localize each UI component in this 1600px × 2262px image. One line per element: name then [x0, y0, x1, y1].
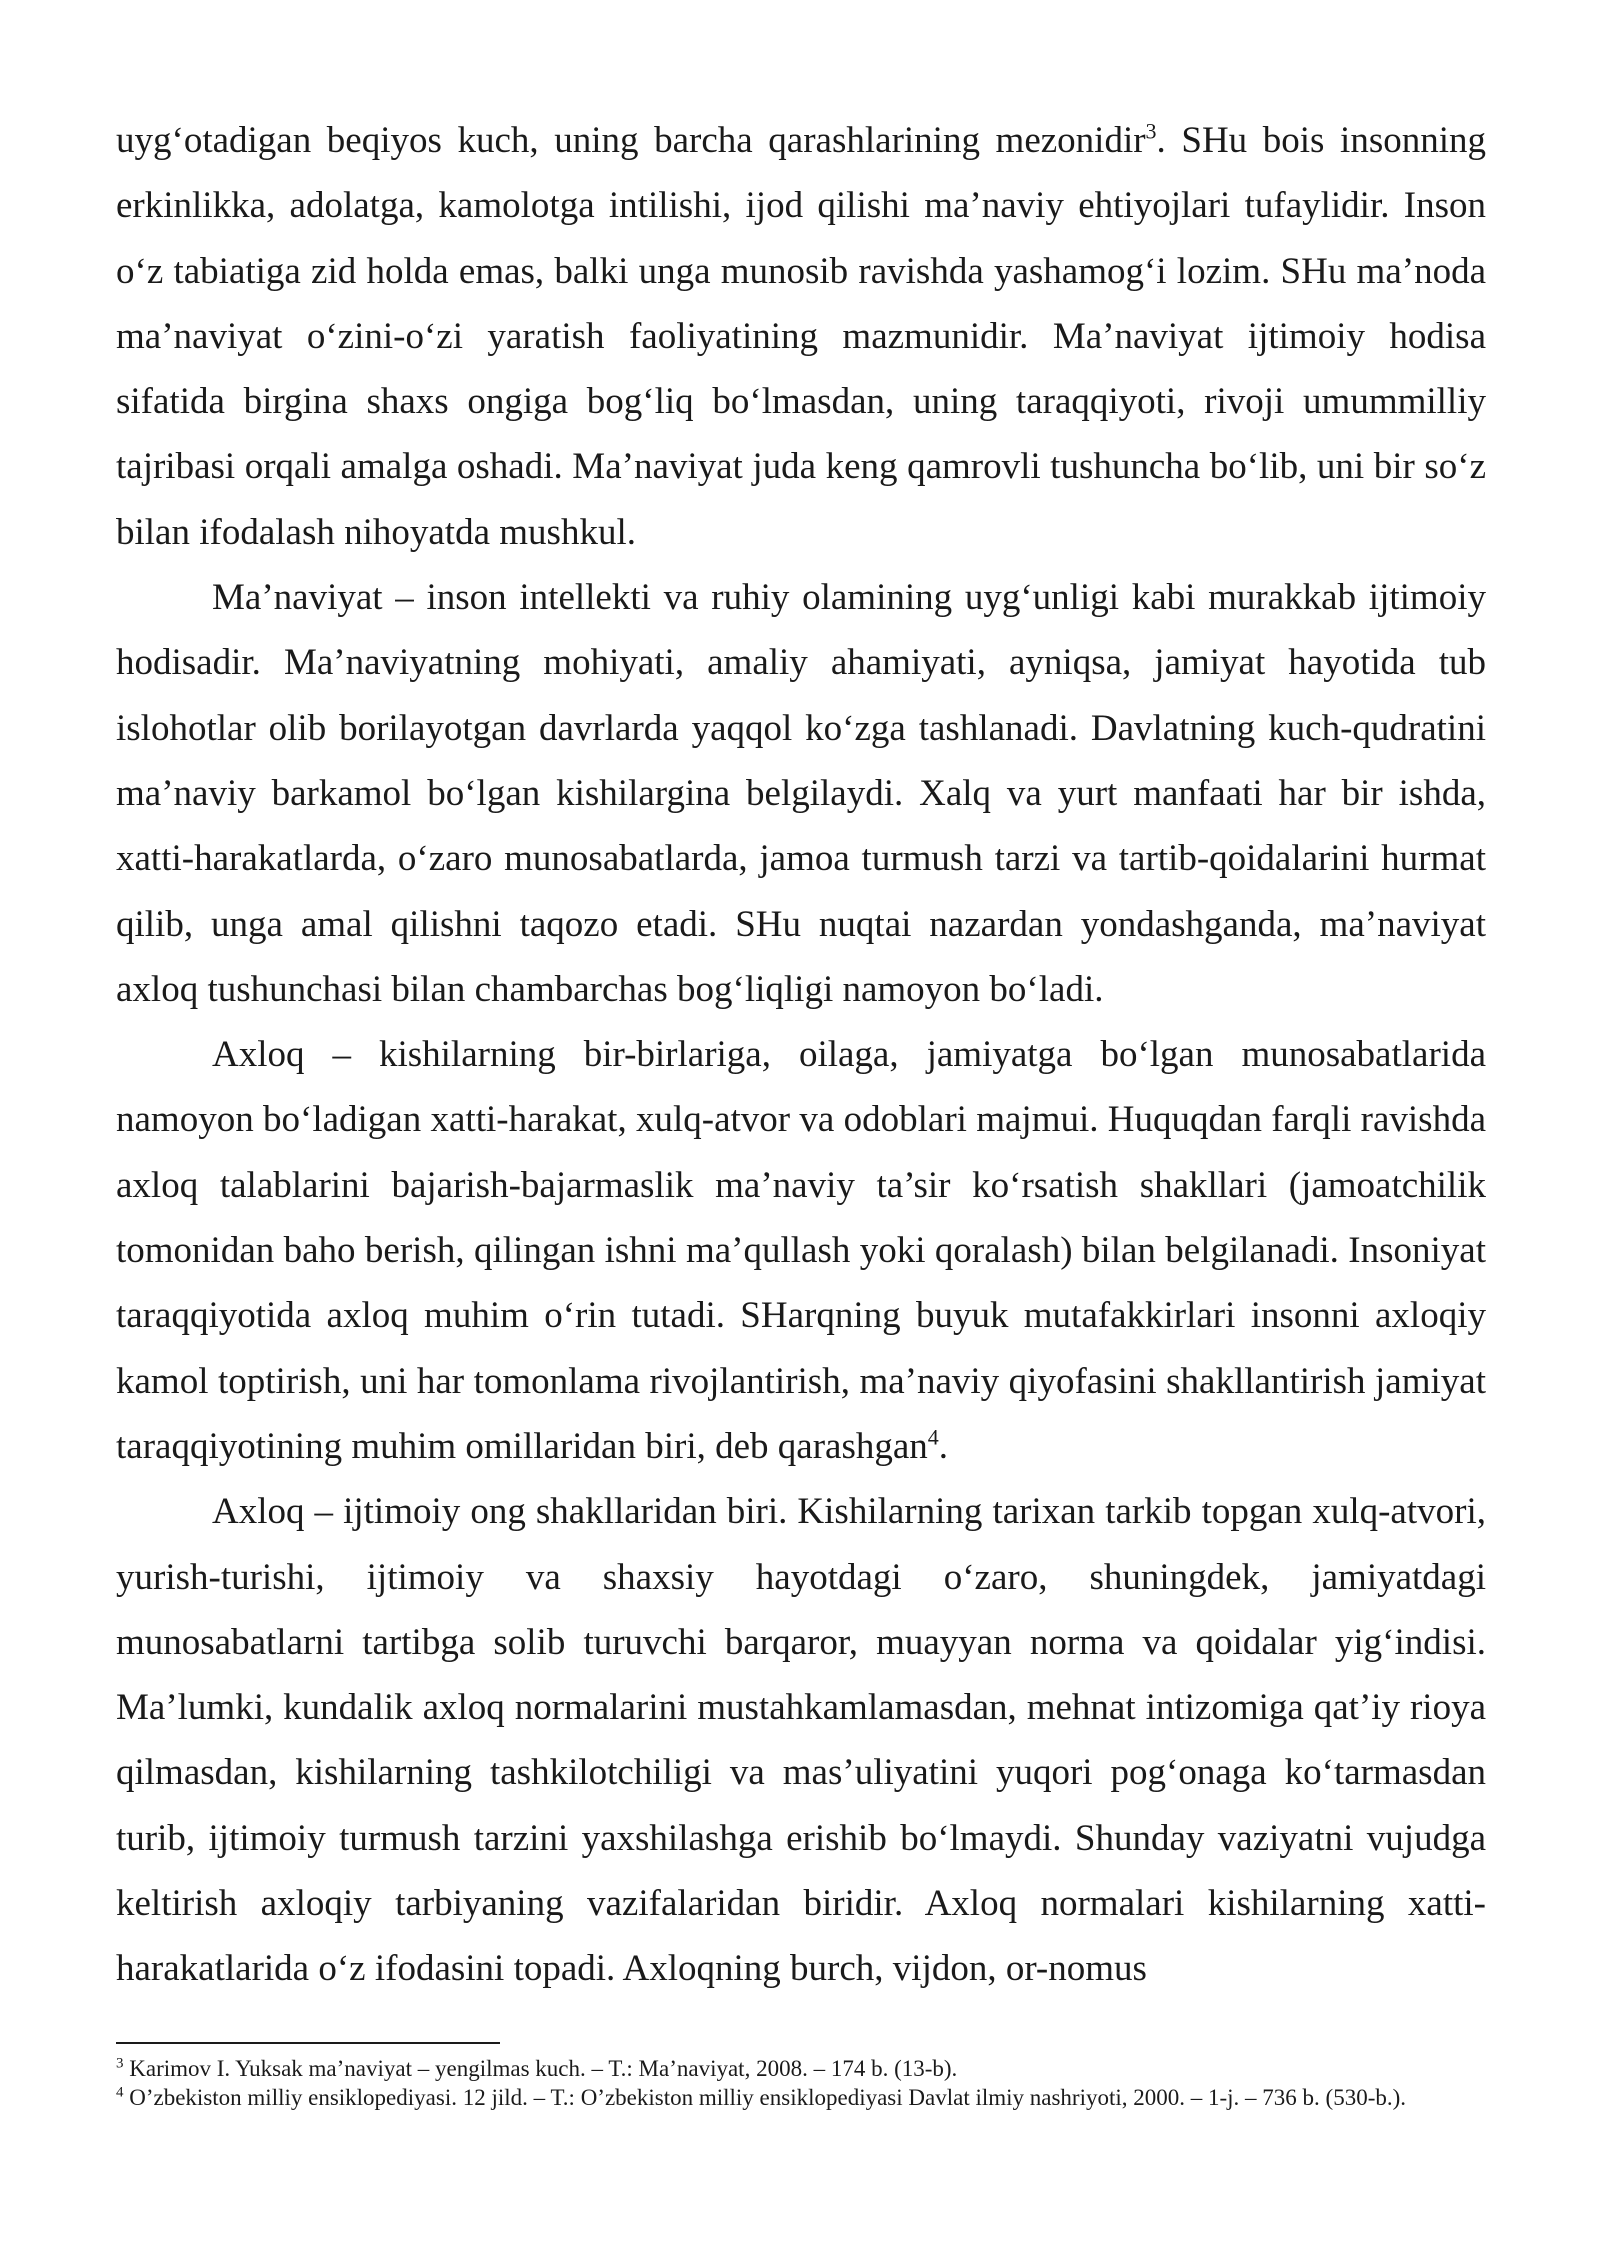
footnotes — [116, 2042, 1486, 2112]
paragraph-4 — [116, 1479, 1486, 2001]
paragraph-3 — [116, 1022, 1486, 1479]
footnote-text: Karimov I. Yuksak ma’naviyat – yengilmas kuch. – T.: Ma’naviyat, 2008. – 174 b. (13-b). — [129, 2056, 958, 2081]
footnote-3 — [116, 2054, 1486, 2083]
page-body — [116, 108, 1486, 2002]
footnote-4 — [116, 2083, 1486, 2112]
paragraph-text: . — [938, 1425, 949, 1467]
footnote-ref-4[interactable]: 4 — [927, 1424, 939, 1450]
footnote-number: 3 — [116, 2055, 124, 2072]
footnote-text: O’zbekiston milliy ensiklopediyasi. 12 jild. – T.: O’zbekiston milliy ensiklopediyasi Davlat ilmiy nashriyoti, 2000. – 1-j. – 736 b. (530-b.). — [129, 2085, 1407, 2110]
paragraph-text: . SHu bois insonning erkinlikka, adolatga, kamolotga intilishi, ijod qilishi ma’naviy ehtiyojlari tufaylidir. Inson o‘z tabiatiga zid holda emas, balki unga munosib ravishda yashamog‘i lozim. SHu ma’noda ma’naviyat o‘zini-o‘zi yaratish faoliyatining mazmunidir. Ma’naviyat ijtimoiy hodisa sifatida birgina shaxs ongiga bog‘liq bo‘lmasdan, uning taraqqiyoti, rivoji umummilliy tajribasi orqali amalga oshadi. Ma’naviyat juda keng qamrovli tushuncha bo‘lib, uni bir so‘z bilan ifodalash nihoyatda mushkul. — [116, 120, 1486, 553]
paragraph-text: Ma’naviyat – inson intellekti va ruhiy olamining uyg‘unligi kabi murakkab ijtimoiy hodisadir. Ma’naviyatning mohiyati, amaliy ahamiyati, ayniqsa, jamiyat hayotida tub islohotlar olib borilayotgan davrlarda yaqqol ko‘zga tashlanadi. Davlatning kuch-qudratini ma’naviy barkamol bo‘lgan kishilargina belgilaydi. Xalq va yurt manfaati har bir ishda, xatti-harakatlarda, o‘zaro munosabatlarda, jamoa turmush tarzi va tartib-qoidalarini hurmat qilib, unga amal qilishni taqozo etadi. SHu nuqtai nazardan yondashganda, ma’naviyat axloq tushunchasi bilan chambarchas bog‘liqligi namoyon bo‘ladi. — [116, 577, 1486, 1010]
footnote-number: 4 — [116, 2084, 124, 2101]
paragraph-text: Axloq – ijtimoiy ong shakllaridan biri. Kishilarning tarixan tarkib topgan xulq-atvori, yurish-turishi, ijtimoiy va shaxsiy hayotdagi o‘zaro, shuningdek, jamiyatdagi munosabatlarni tartibga solib turuvchi barqaror, muayyan norma va qoidalar yig‘indisi. Ma’lumki, kundalik axloq normalarini mustahkamlamasdan, mehnat intizomiga qat’iy rioya qilmasdan, kishilarning tashkilotchiligi va mas’uliyatini yuqori pog‘onaga ko‘tarmasdan turib, ijtimoiy turmush tarzini yaxshilashga erishib bo‘lmaydi. Shunday vaziyatni vujudga keltirish axloqiy tarbiyaning vazifalaridan biridir. Axloq normalari kishilarning xatti-harakatlarida o‘z ifodasini topadi. Axloqning burch, vijdon, or-nomus — [116, 1491, 1486, 1990]
paragraph-2 — [116, 565, 1486, 1022]
paragraph-text: uyg‘otadigan beqiyos kuch, uning barcha qarashlarining mezonidir — [116, 120, 1146, 161]
footnote-ref-3[interactable]: 3 — [1145, 118, 1157, 144]
paragraph-1 — [116, 108, 1486, 565]
paragraph-text: Axloq – kishilarning bir-birlariga, oilaga, jamiyatga bo‘lgan munosabatlarida namoyon bo‘ladigan xatti-harakat, xulq-atvor va odoblari majmui. Huquqdan farqli ravishda axloq talablarini bajarish-bajarmaslik ma’naviy ta’sir ko‘rsatish shakllari (jamoatchilik tomonidan baho berish, qilingan ishni ma’qullash yoki qoralash) bilan belgilanadi. Insoniyat taraqqiyotida axloq muhim o‘rin tutadi. SHarqning buyuk mutafakkirlari insonni axloqiy kamol toptirish, uni har tomonlama rivojlantirish, ma’naviy qiyofasini shakllantirish jamiyat taraqqiyotining muhim omillaridan biri, deb qarashgan — [116, 1034, 1486, 1467]
footnote-divider — [116, 2042, 500, 2044]
